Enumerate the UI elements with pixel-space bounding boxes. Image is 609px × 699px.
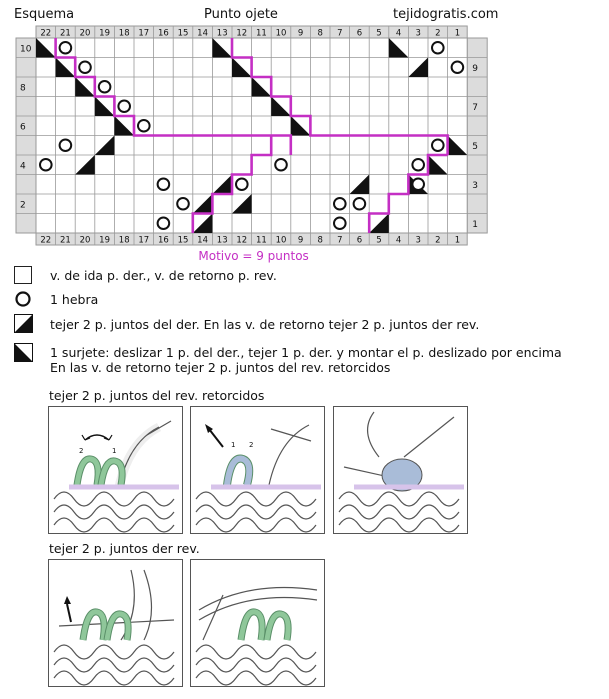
empty-square-icon bbox=[14, 266, 32, 284]
label-2b: 2 bbox=[249, 441, 254, 449]
legend-yarn-over-text: 1 hebra bbox=[50, 292, 99, 307]
column-number-top: 20 bbox=[79, 28, 91, 39]
column-number-top: 5 bbox=[376, 28, 382, 39]
row-number-right: 1 bbox=[472, 219, 478, 230]
column-number-bottom: 16 bbox=[157, 235, 169, 246]
column-number-bottom: 3 bbox=[415, 235, 421, 246]
yarn-over-icon bbox=[14, 290, 34, 310]
column-number-top: 3 bbox=[415, 28, 421, 39]
column-number-bottom: 21 bbox=[59, 235, 71, 246]
column-number-bottom: 5 bbox=[376, 235, 382, 246]
column-number-bottom: 20 bbox=[79, 235, 91, 246]
section-title-ssp: tejer 2 p. juntos del rev. retorcidos bbox=[49, 388, 265, 403]
column-number-top: 21 bbox=[59, 28, 71, 39]
column-number-top: 6 bbox=[356, 28, 363, 39]
stitch-chart bbox=[0, 0, 609, 265]
legend-ssk-text-1: 1 surjete: deslizar 1 p. del der., tejer 1 p. der. y montar el p. deslizado por encima bbox=[50, 345, 562, 360]
column-number-top: 19 bbox=[99, 28, 111, 39]
site-name: tejidogratis.com bbox=[393, 7, 499, 22]
yarn-over-symbol bbox=[275, 159, 287, 171]
column-number-bottom: 14 bbox=[197, 235, 209, 246]
column-number-top: 8 bbox=[317, 28, 323, 39]
column-number-top: 18 bbox=[118, 28, 130, 39]
yarn-over-symbol bbox=[177, 198, 189, 210]
column-number-top: 22 bbox=[40, 28, 52, 39]
yarn-over-symbol bbox=[452, 61, 464, 73]
column-number-bottom: 22 bbox=[40, 235, 52, 246]
column-number-top: 1 bbox=[454, 28, 461, 39]
column-number-bottom: 4 bbox=[395, 235, 402, 246]
yarn-over-symbol bbox=[158, 217, 170, 229]
row-number-left: 2 bbox=[20, 200, 26, 211]
column-number-bottom: 15 bbox=[177, 235, 189, 246]
yarn-over-symbol bbox=[334, 198, 346, 210]
yarn-over-symbol bbox=[99, 81, 111, 93]
column-number-top: 15 bbox=[177, 28, 189, 39]
yarn-over-symbol bbox=[40, 159, 52, 171]
column-number-bottom: 10 bbox=[275, 235, 287, 246]
column-number-top: 2 bbox=[435, 28, 441, 39]
legend-ssk-text-2: En las v. de retorno tejer 2 p. juntos del rev. retorcidos bbox=[50, 360, 391, 375]
column-number-bottom: 13 bbox=[216, 235, 228, 246]
illustration-p2tog-1 bbox=[48, 559, 183, 687]
ssk-icon bbox=[14, 343, 34, 363]
chart-title-center: Punto ojete bbox=[204, 7, 278, 22]
column-number-top: 14 bbox=[197, 28, 209, 39]
row-number-right: 7 bbox=[472, 102, 478, 113]
label-2: 2 bbox=[79, 447, 84, 455]
legend-knit-text: v. de ida p. der., v. de retorno p. rev. bbox=[50, 268, 277, 283]
row-number-left: 10 bbox=[20, 44, 32, 55]
column-number-top: 17 bbox=[138, 28, 150, 39]
column-number-bottom: 12 bbox=[236, 235, 248, 246]
column-number-bottom: 17 bbox=[138, 235, 150, 246]
column-number-bottom: 1 bbox=[454, 235, 461, 246]
yarn-over-symbol bbox=[236, 178, 248, 190]
yarn-over-symbol bbox=[158, 178, 170, 190]
yarn-over-symbol bbox=[432, 42, 444, 54]
yarn-over-symbol bbox=[412, 159, 424, 171]
illustration-ssp-3 bbox=[333, 406, 468, 534]
column-number-top: 16 bbox=[157, 28, 169, 39]
yarn-over-symbol bbox=[334, 217, 346, 229]
column-number-top: 7 bbox=[337, 28, 343, 39]
chart-title-left: Esquema bbox=[14, 7, 75, 22]
yarn-over-symbol bbox=[412, 178, 424, 190]
column-number-bottom: 6 bbox=[356, 235, 363, 246]
column-number-bottom: 8 bbox=[317, 235, 323, 246]
yarn-over-symbol bbox=[118, 100, 130, 112]
yarn-over-symbol bbox=[138, 120, 150, 132]
column-number-top: 13 bbox=[216, 28, 228, 39]
section-title-p2tog: tejer 2 p. juntos der rev. bbox=[49, 541, 200, 556]
row-number-left: 8 bbox=[20, 83, 26, 94]
row-number-left: 4 bbox=[20, 161, 26, 172]
motif-label: Motivo = 9 puntos bbox=[198, 249, 309, 263]
row-number-right: 5 bbox=[472, 141, 478, 152]
yarn-over-symbol bbox=[354, 198, 366, 210]
column-number-top: 9 bbox=[297, 28, 304, 39]
k2tog-icon bbox=[14, 314, 34, 334]
column-number-bottom: 9 bbox=[297, 235, 304, 246]
yarn-over-symbol bbox=[79, 61, 91, 73]
label-1b: 1 bbox=[231, 441, 236, 449]
row-number-right: 3 bbox=[472, 180, 478, 191]
yarn-over-symbol bbox=[432, 139, 444, 151]
column-number-bottom: 7 bbox=[337, 235, 343, 246]
column-number-bottom: 2 bbox=[435, 235, 441, 246]
column-number-bottom: 11 bbox=[255, 235, 267, 246]
yarn-over-symbol bbox=[60, 139, 72, 151]
illustration-ssp-2 bbox=[190, 406, 325, 534]
column-number-top: 4 bbox=[395, 28, 402, 39]
row-number-right: 9 bbox=[472, 63, 478, 74]
yarn-over-symbol bbox=[60, 42, 72, 54]
label-1: 1 bbox=[112, 447, 117, 455]
column-number-bottom: 18 bbox=[118, 235, 130, 246]
legend-k2tog-text: tejer 2 p. juntos del der. En las v. de retorno tejer 2 p. juntos der rev. bbox=[50, 317, 480, 332]
illustration-ssp-1 bbox=[48, 406, 183, 534]
row-number-left: 6 bbox=[20, 122, 26, 133]
column-number-bottom: 19 bbox=[99, 235, 111, 246]
illustration-p2tog-2 bbox=[190, 559, 325, 687]
column-number-top: 10 bbox=[275, 28, 287, 39]
column-number-top: 11 bbox=[255, 28, 267, 39]
column-number-top: 12 bbox=[236, 28, 248, 39]
